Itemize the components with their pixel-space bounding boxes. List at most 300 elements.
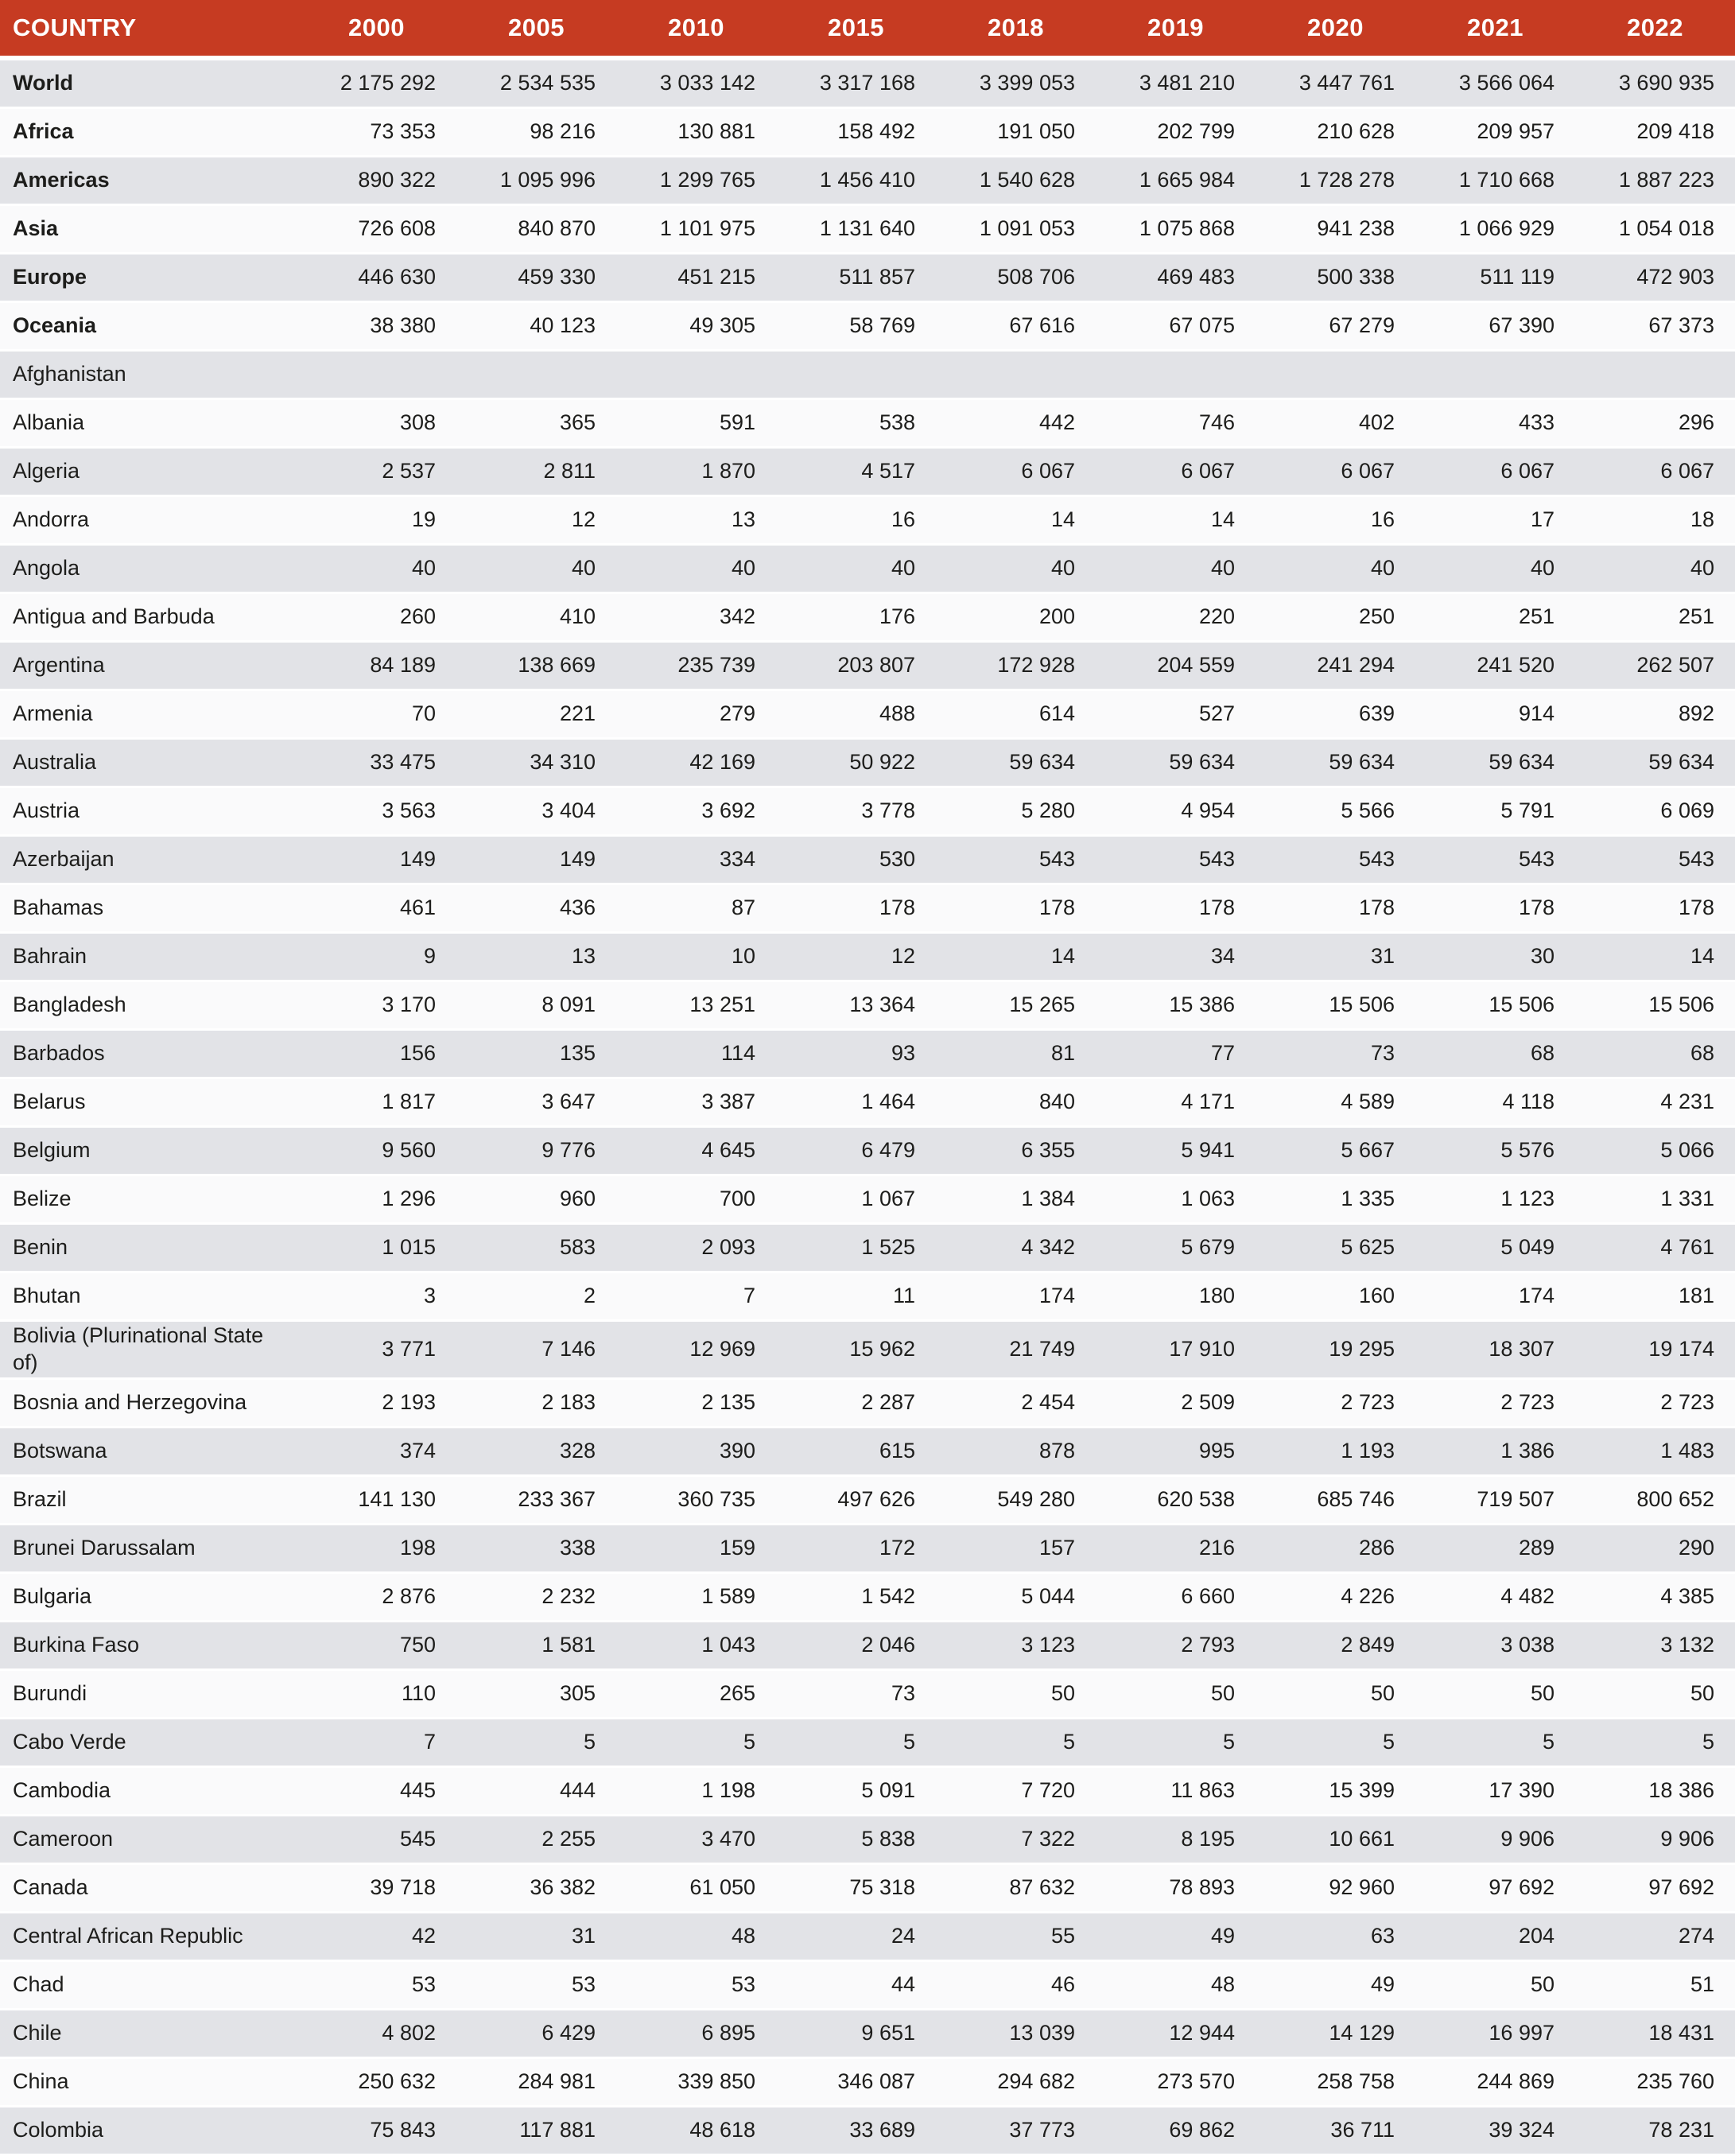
value-cell: 50 <box>1256 1669 1415 1718</box>
value-cell: 14 <box>1575 933 1735 981</box>
row-label: China <box>0 2057 297 2106</box>
value-cell: 6 355 <box>936 1127 1096 1175</box>
value-cell: 67 616 <box>936 302 1096 351</box>
value-cell: 4 954 <box>1096 787 1256 836</box>
value-cell: 3 132 <box>1575 1621 1735 1669</box>
value-cell: 141 130 <box>297 1475 456 1524</box>
value-cell: 220 <box>1096 593 1256 642</box>
value-cell: 149 <box>297 836 456 884</box>
value-cell: 24 <box>776 1912 936 1960</box>
value-cell: 1 456 410 <box>776 157 936 205</box>
value-cell: 5 <box>776 1718 936 1766</box>
value-cell: 46 <box>936 1960 1096 2009</box>
value-cell <box>1575 351 1735 399</box>
value-cell: 93 <box>776 1030 936 1078</box>
value-cell: 2 454 <box>936 1378 1096 1427</box>
value-cell: 390 <box>616 1427 776 1475</box>
table-body <box>0 58 1735 2154</box>
value-cell: 6 067 <box>1256 448 1415 496</box>
value-cell: 3 399 053 <box>936 58 1096 108</box>
value-cell: 36 711 <box>1256 2106 1415 2154</box>
value-cell: 497 626 <box>776 1475 936 1524</box>
value-cell: 402 <box>1256 399 1415 448</box>
row-label: Cabo Verde <box>0 1718 297 1766</box>
value-cell: 77 <box>1096 1030 1256 1078</box>
row-label: Chile <box>0 2009 297 2057</box>
value-cell: 17 910 <box>1096 1321 1256 1379</box>
value-cell: 5 <box>1256 1718 1415 1766</box>
value-cell: 1 299 765 <box>616 157 776 205</box>
table-row <box>0 884 1735 933</box>
value-cell: 49 <box>1256 1960 1415 2009</box>
year-column-header: 2015 <box>776 0 936 58</box>
value-cell: 5 066 <box>1575 1127 1735 1175</box>
value-cell: 436 <box>456 884 616 933</box>
value-cell: 3 470 <box>616 1815 776 1863</box>
value-cell: 840 <box>936 1078 1096 1127</box>
value-cell: 87 <box>616 884 776 933</box>
table-row <box>0 1572 1735 1621</box>
value-cell: 2 849 <box>1256 1621 1415 1669</box>
value-cell: 178 <box>1256 884 1415 933</box>
value-cell: 500 338 <box>1256 254 1415 302</box>
value-cell: 97 692 <box>1415 1863 1575 1912</box>
value-cell: 48 <box>1096 1960 1256 2009</box>
value-cell <box>297 351 456 399</box>
value-cell: 135 <box>456 1030 616 1078</box>
year-column-header: 2010 <box>616 0 776 58</box>
value-cell: 50 <box>1415 1960 1575 2009</box>
value-cell: 5 044 <box>936 1572 1096 1621</box>
value-cell: 39 718 <box>297 1863 456 1912</box>
value-cell: 50 <box>1575 1669 1735 1718</box>
value-cell: 157 <box>936 1524 1096 1572</box>
row-label: Belgium <box>0 1127 297 1175</box>
value-cell: 15 962 <box>776 1321 936 1379</box>
value-cell: 178 <box>1096 884 1256 933</box>
value-cell: 530 <box>776 836 936 884</box>
row-label: Oceania <box>0 302 297 351</box>
value-cell: 461 <box>297 884 456 933</box>
value-cell: 178 <box>1575 884 1735 933</box>
value-cell: 511 857 <box>776 254 936 302</box>
value-cell: 433 <box>1415 399 1575 448</box>
value-cell: 50 <box>936 1669 1096 1718</box>
value-cell: 97 692 <box>1575 1863 1735 1912</box>
value-cell: 18 <box>1575 496 1735 545</box>
value-cell: 3 038 <box>1415 1621 1575 1669</box>
table-row <box>0 1621 1735 1669</box>
table-row <box>0 1321 1735 1379</box>
value-cell: 174 <box>936 1272 1096 1321</box>
value-cell: 15 386 <box>1096 981 1256 1030</box>
value-cell: 11 <box>776 1272 936 1321</box>
value-cell: 92 960 <box>1256 1863 1415 1912</box>
value-cell: 73 <box>1256 1030 1415 1078</box>
value-cell: 39 324 <box>1415 2106 1575 2154</box>
value-cell <box>936 351 1096 399</box>
table-row <box>0 496 1735 545</box>
value-cell: 5 280 <box>936 787 1096 836</box>
value-cell: 30 <box>1415 933 1575 981</box>
value-cell: 221 <box>456 690 616 739</box>
value-cell: 5 679 <box>1096 1224 1256 1272</box>
value-cell: 2 723 <box>1415 1378 1575 1427</box>
value-cell: 273 570 <box>1096 2057 1256 2106</box>
value-cell: 346 087 <box>776 2057 936 2106</box>
row-label: Albania <box>0 399 297 448</box>
value-cell: 892 <box>1575 690 1735 739</box>
value-cell: 160 <box>1256 1272 1415 1321</box>
table-row <box>0 1766 1735 1815</box>
value-cell: 1 095 996 <box>456 157 616 205</box>
value-cell: 451 215 <box>616 254 776 302</box>
row-label: Botswana <box>0 1427 297 1475</box>
value-cell: 19 <box>297 496 456 545</box>
value-cell: 15 506 <box>1256 981 1415 1030</box>
row-label: Belarus <box>0 1078 297 1127</box>
value-cell: 40 <box>1575 545 1735 593</box>
value-cell: 1 386 <box>1415 1427 1575 1475</box>
value-cell: 18 386 <box>1575 1766 1735 1815</box>
value-cell: 615 <box>776 1427 936 1475</box>
value-cell: 995 <box>1096 1427 1256 1475</box>
value-cell: 13 <box>616 496 776 545</box>
value-cell: 42 <box>297 1912 456 1960</box>
value-cell: 3 690 935 <box>1575 58 1735 108</box>
table-row <box>0 1912 1735 1960</box>
value-cell: 67 075 <box>1096 302 1256 351</box>
value-cell: 110 <box>297 1669 456 1718</box>
table-row <box>0 1378 1735 1427</box>
value-cell: 284 981 <box>456 2057 616 2106</box>
value-cell: 1 131 640 <box>776 205 936 254</box>
value-cell: 15 506 <box>1575 981 1735 1030</box>
value-cell: 4 802 <box>297 2009 456 2057</box>
row-label: Austria <box>0 787 297 836</box>
value-cell: 685 746 <box>1256 1475 1415 1524</box>
value-cell: 241 294 <box>1256 642 1415 690</box>
value-cell: 1 817 <box>297 1078 456 1127</box>
value-cell: 4 645 <box>616 1127 776 1175</box>
value-cell: 442 <box>936 399 1096 448</box>
value-cell: 156 <box>297 1030 456 1078</box>
table-row <box>0 739 1735 787</box>
value-cell: 840 870 <box>456 205 616 254</box>
value-cell: 251 <box>1415 593 1575 642</box>
table-row <box>0 1078 1735 1127</box>
value-cell: 33 475 <box>297 739 456 787</box>
value-cell: 339 850 <box>616 2057 776 2106</box>
table-row <box>0 1815 1735 1863</box>
value-cell: 9 651 <box>776 2009 936 2057</box>
value-cell: 9 776 <box>456 1127 616 1175</box>
value-cell: 3 <box>297 1272 456 1321</box>
region-row <box>0 58 1735 108</box>
value-cell: 6 069 <box>1575 787 1735 836</box>
row-label: Bangladesh <box>0 981 297 1030</box>
row-label: Asia <box>0 205 297 254</box>
value-cell: 543 <box>1415 836 1575 884</box>
value-cell: 508 706 <box>936 254 1096 302</box>
value-cell: 5 <box>936 1718 1096 1766</box>
value-cell: 36 382 <box>456 1863 616 1912</box>
value-cell: 2 183 <box>456 1378 616 1427</box>
value-cell: 746 <box>1096 399 1256 448</box>
value-cell: 98 216 <box>456 108 616 157</box>
value-cell <box>776 351 936 399</box>
value-cell: 38 380 <box>297 302 456 351</box>
value-cell: 274 <box>1575 1912 1735 1960</box>
value-cell: 639 <box>1256 690 1415 739</box>
value-cell: 40 123 <box>456 302 616 351</box>
value-cell: 5 <box>1096 1718 1256 1766</box>
value-cell: 2 723 <box>1256 1378 1415 1427</box>
value-cell: 210 628 <box>1256 108 1415 157</box>
row-label: Benin <box>0 1224 297 1272</box>
value-cell: 84 189 <box>297 642 456 690</box>
value-cell: 511 119 <box>1415 254 1575 302</box>
value-cell: 67 390 <box>1415 302 1575 351</box>
value-cell: 40 <box>616 545 776 593</box>
value-cell: 620 538 <box>1096 1475 1256 1524</box>
row-label: Americas <box>0 157 297 205</box>
value-cell: 14 <box>936 496 1096 545</box>
value-cell: 9 <box>297 933 456 981</box>
value-cell: 4 589 <box>1256 1078 1415 1127</box>
header-row <box>0 0 1735 58</box>
value-cell: 180 <box>1096 1272 1256 1321</box>
value-cell: 3 447 761 <box>1256 58 1415 108</box>
value-cell: 1 063 <box>1096 1175 1256 1224</box>
value-cell: 174 <box>1415 1272 1575 1321</box>
value-cell: 2 534 535 <box>456 58 616 108</box>
value-cell: 37 773 <box>936 2106 1096 2154</box>
value-cell: 7 322 <box>936 1815 1096 1863</box>
value-cell: 13 039 <box>936 2009 1096 2057</box>
value-cell: 2 723 <box>1575 1378 1735 1427</box>
row-label: Burundi <box>0 1669 297 1718</box>
value-cell: 1 589 <box>616 1572 776 1621</box>
row-label: Chad <box>0 1960 297 2009</box>
value-cell: 44 <box>776 1960 936 2009</box>
row-label: Europe <box>0 254 297 302</box>
row-label: Bosnia and Herzegovina <box>0 1378 297 1427</box>
value-cell: 296 <box>1575 399 1735 448</box>
value-cell: 3 123 <box>936 1621 1096 1669</box>
value-cell: 6 429 <box>456 2009 616 2057</box>
value-cell: 69 862 <box>1096 2106 1256 2154</box>
value-cell: 308 <box>297 399 456 448</box>
value-cell: 4 118 <box>1415 1078 1575 1127</box>
table-header <box>0 0 1735 58</box>
table-row <box>0 1030 1735 1078</box>
value-cell: 176 <box>776 593 936 642</box>
value-cell: 61 050 <box>616 1863 776 1912</box>
value-cell: 8 091 <box>456 981 616 1030</box>
value-cell: 328 <box>456 1427 616 1475</box>
table-row <box>0 1863 1735 1912</box>
row-label: Angola <box>0 545 297 593</box>
value-cell: 5 <box>1575 1718 1735 1766</box>
region-row <box>0 157 1735 205</box>
value-cell: 78 231 <box>1575 2106 1735 2154</box>
value-cell: 16 997 <box>1415 2009 1575 2057</box>
value-cell: 2 509 <box>1096 1378 1256 1427</box>
value-cell: 800 652 <box>1575 1475 1735 1524</box>
value-cell: 726 608 <box>297 205 456 254</box>
value-cell: 549 280 <box>936 1475 1096 1524</box>
value-cell: 34 <box>1096 933 1256 981</box>
value-cell <box>456 351 616 399</box>
value-cell: 342 <box>616 593 776 642</box>
value-cell: 472 903 <box>1575 254 1735 302</box>
value-cell: 5 566 <box>1256 787 1415 836</box>
year-column-header: 2018 <box>936 0 1096 58</box>
value-cell: 50 922 <box>776 739 936 787</box>
value-cell: 5 <box>616 1718 776 1766</box>
value-cell <box>616 351 776 399</box>
year-column-header: 2022 <box>1575 0 1735 58</box>
row-label: Colombia <box>0 2106 297 2154</box>
value-cell: 3 566 064 <box>1415 58 1575 108</box>
value-cell <box>1096 351 1256 399</box>
value-cell: 18 307 <box>1415 1321 1575 1379</box>
value-cell: 21 749 <box>936 1321 1096 1379</box>
value-cell: 34 310 <box>456 739 616 787</box>
row-label: Bahamas <box>0 884 297 933</box>
value-cell: 209 418 <box>1575 108 1735 157</box>
value-cell: 15 265 <box>936 981 1096 1030</box>
value-cell: 2 287 <box>776 1378 936 1427</box>
value-cell: 446 630 <box>297 254 456 302</box>
value-cell: 149 <box>456 836 616 884</box>
value-cell: 286 <box>1256 1524 1415 1572</box>
table-row <box>0 1475 1735 1524</box>
value-cell: 5 838 <box>776 1815 936 1863</box>
value-cell: 3 647 <box>456 1078 616 1127</box>
value-cell: 12 <box>776 933 936 981</box>
row-label: Brazil <box>0 1475 297 1524</box>
value-cell: 305 <box>456 1669 616 1718</box>
value-cell: 543 <box>1575 836 1735 884</box>
value-cell: 719 507 <box>1415 1475 1575 1524</box>
value-cell: 70 <box>297 690 456 739</box>
value-cell: 117 881 <box>456 2106 616 2154</box>
value-cell: 17 <box>1415 496 1575 545</box>
value-cell: 374 <box>297 1427 456 1475</box>
value-cell: 209 957 <box>1415 108 1575 157</box>
value-cell: 172 928 <box>936 642 1096 690</box>
value-cell: 2 537 <box>297 448 456 496</box>
value-cell: 250 <box>1256 593 1415 642</box>
value-cell: 8 195 <box>1096 1815 1256 1863</box>
region-row <box>0 302 1735 351</box>
value-cell: 6 479 <box>776 1127 936 1175</box>
value-cell: 48 <box>616 1912 776 1960</box>
value-cell: 445 <box>297 1766 456 1815</box>
value-cell: 543 <box>1256 836 1415 884</box>
value-cell: 235 760 <box>1575 2057 1735 2106</box>
value-cell: 1 728 278 <box>1256 157 1415 205</box>
value-cell: 58 769 <box>776 302 936 351</box>
row-label: World <box>0 58 297 108</box>
value-cell: 1 384 <box>936 1175 1096 1224</box>
value-cell: 15 399 <box>1256 1766 1415 1815</box>
value-cell: 1 331 <box>1575 1175 1735 1224</box>
value-cell: 6 067 <box>1575 448 1735 496</box>
value-cell: 178 <box>776 884 936 933</box>
value-cell: 365 <box>456 399 616 448</box>
value-cell: 198 <box>297 1524 456 1572</box>
value-cell: 6 067 <box>936 448 1096 496</box>
value-cell: 10 <box>616 933 776 981</box>
value-cell: 59 634 <box>1096 739 1256 787</box>
table-row <box>0 545 1735 593</box>
value-cell: 68 <box>1575 1030 1735 1078</box>
value-cell: 78 893 <box>1096 1863 1256 1912</box>
value-cell: 9 906 <box>1415 1815 1575 1863</box>
value-cell: 543 <box>1096 836 1256 884</box>
value-cell: 538 <box>776 399 936 448</box>
value-cell: 1 710 668 <box>1415 157 1575 205</box>
table-row <box>0 1224 1735 1272</box>
value-cell: 6 895 <box>616 2009 776 2057</box>
value-cell: 750 <box>297 1621 456 1669</box>
row-label: Afghanistan <box>0 351 297 399</box>
value-cell: 878 <box>936 1427 1096 1475</box>
row-label: Belize <box>0 1175 297 1224</box>
value-cell: 3 563 <box>297 787 456 836</box>
value-cell: 5 091 <box>776 1766 936 1815</box>
table-row <box>0 642 1735 690</box>
value-cell: 3 387 <box>616 1078 776 1127</box>
value-cell: 40 <box>1096 545 1256 593</box>
value-cell: 40 <box>1256 545 1415 593</box>
value-cell: 4 342 <box>936 1224 1096 1272</box>
value-cell: 583 <box>456 1224 616 1272</box>
row-label: Bolivia (Plurinational State of) <box>0 1321 297 1379</box>
value-cell: 200 <box>936 593 1096 642</box>
year-column-header: 2021 <box>1415 0 1575 58</box>
value-cell: 279 <box>616 690 776 739</box>
value-cell <box>1256 351 1415 399</box>
value-cell: 59 634 <box>1575 739 1735 787</box>
value-cell: 1 043 <box>616 1621 776 1669</box>
value-cell: 14 <box>1096 496 1256 545</box>
value-cell: 591 <box>616 399 776 448</box>
table-row <box>0 2009 1735 2057</box>
value-cell: 1 101 975 <box>616 205 776 254</box>
value-cell: 40 <box>776 545 936 593</box>
value-cell: 1 075 868 <box>1096 205 1256 254</box>
value-cell: 40 <box>456 545 616 593</box>
value-cell: 50 <box>1096 1669 1256 1718</box>
row-label: Algeria <box>0 448 297 496</box>
row-label: Barbados <box>0 1030 297 1078</box>
value-cell: 3 771 <box>297 1321 456 1379</box>
value-cell: 459 330 <box>456 254 616 302</box>
value-cell: 75 318 <box>776 1863 936 1912</box>
row-label: Andorra <box>0 496 297 545</box>
value-cell: 3 692 <box>616 787 776 836</box>
row-label: Brunei Darussalam <box>0 1524 297 1572</box>
value-cell: 19 174 <box>1575 1321 1735 1379</box>
table-row <box>0 981 1735 1030</box>
value-cell: 1 870 <box>616 448 776 496</box>
row-label: Antigua and Barbuda <box>0 593 297 642</box>
value-cell: 545 <box>297 1815 456 1863</box>
